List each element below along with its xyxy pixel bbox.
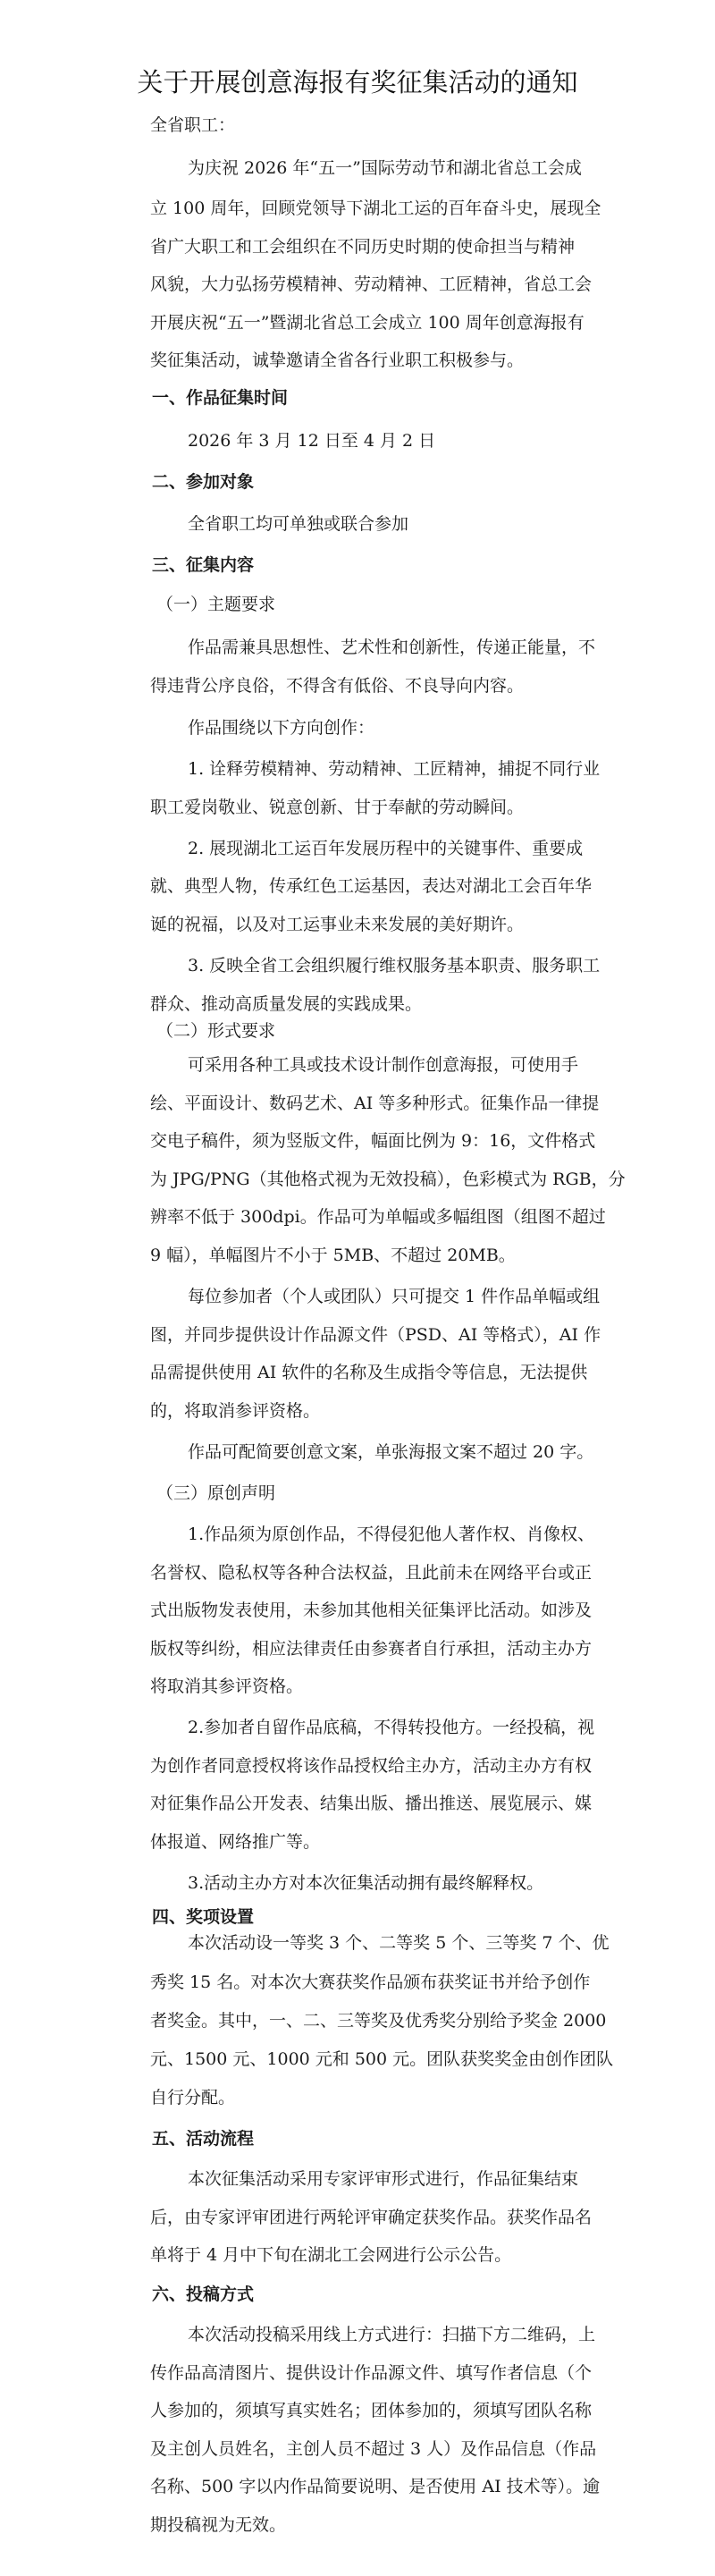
- paragraph-line: 2.参加者自留作品底稿，不得转投他方。一经投稿，视: [188, 1718, 595, 1737]
- paragraph-line: 名誉权、隐私权等各种合法权益，且此前未在网络平台或正: [150, 1563, 593, 1583]
- paragraph-line: 版权等纠纷，相应法律责任由参赛者自行承担，活动主办方: [150, 1639, 593, 1659]
- paragraph-line: 秀奖 15 名。对本次大赛获奖作品颁布获奖证书并给予创作: [150, 1972, 591, 1992]
- paragraph-line: 传作品高清图片、提供设计作品源文件、填写作者信息（个: [150, 2363, 593, 2383]
- paragraph-line: 辨率不低于 300dpi。作品可为单幅或多幅组图（组图不超过: [150, 1207, 606, 1227]
- paragraph-line: 人参加的，须填写真实姓名；团体参加的，须填写团队名称: [150, 2401, 593, 2420]
- paragraph-line: 本次活动投稿采用线上方式进行：扫描下方二维码，上: [188, 2325, 596, 2344]
- paragraph-line: 为 JPG/PNG（其他格式视为无效投稿），色彩模式为 RGB，分: [150, 1170, 626, 1189]
- paragraph-line: 每位参加者（个人或团队）只可提交 1 件作品单幅或组: [188, 1287, 601, 1306]
- paragraph-line: 交电子稿件，须为竖版文件，幅面比例为 9：16，文件格式: [150, 1131, 596, 1151]
- paragraph-line: 作品需兼具思想性、艺术性和创新性，传递正能量，不: [188, 638, 596, 657]
- paragraph-line: 后，由专家评审团进行两轮评审确定获奖作品。获奖作品名: [150, 2208, 593, 2227]
- paragraph-line: 可采用各种工具或技术设计制作创意海报，可使用手: [188, 1055, 579, 1075]
- paragraph-line: 为创作者同意授权将该作品授权给主办方，活动主办方有权: [150, 1756, 593, 1776]
- paragraph-line: 者奖金。其中，一、二、三等奖及优秀奖分别给予奖金 2000: [150, 2011, 607, 2031]
- paragraph-line: 得违背公序良俗，不得含有低俗、不良导向内容。: [150, 676, 525, 696]
- section-heading: 四、奖项设置: [152, 1907, 255, 1927]
- list-item-line: 群众、推动高质量发展的实践成果。: [150, 994, 423, 1014]
- list-item-line: 1. 诠释劳模精神、劳动精神、工匠精神，捕捉不同行业: [188, 759, 601, 779]
- paragraph-line: 品需提供使用 AI 软件的名称及生成指令等信息，无法提供: [150, 1363, 588, 1382]
- section-heading: 二、参加对象: [152, 472, 255, 492]
- intro-line: 省广大职工和工会组织在不同历史时期的使命担当与精神: [150, 237, 576, 257]
- paragraph-line: 期投稿视为无效。: [150, 2515, 287, 2535]
- paragraph-line: 自行分配。: [150, 2088, 236, 2107]
- list-item-line: 3. 反映全省工会组织履行维权服务基本职责、服务职工: [188, 956, 601, 976]
- intro-line: 风貌，大力弘扬劳模精神、劳动精神、工匠精神，省总工会: [150, 274, 593, 294]
- section-heading: 五、活动流程: [152, 2129, 255, 2149]
- paragraph-line: 9 幅），单幅图片不小于 5MB、不超过 20MB。: [150, 1246, 516, 1265]
- intro-line: 开展庆祝“五一”暨湖北省总工会成立 100 周年创意海报有: [150, 313, 585, 333]
- section-heading: 三、征集内容: [152, 555, 255, 575]
- paragraph-line: 及主创人员姓名，主创人员不超过 3 人）及作品信息（作品: [150, 2439, 597, 2459]
- section-text: 2026 年 3 月 12 日至 4 月 2 日: [188, 431, 436, 451]
- paragraph-line: 本次活动设一等奖 3 个、二等奖 5 个、三等奖 7 个、优: [188, 1933, 610, 1953]
- paragraph-line: 式出版物发表使用，未参加其他相关征集评比活动。如涉及: [150, 1600, 593, 1620]
- page-title: 关于开展创意海报有奖征集活动的通知: [137, 67, 578, 97]
- paragraph-line: 体报道、网络推广等。: [150, 1832, 321, 1852]
- list-item-line: 2. 展现湖北工运百年发展历程中的关键事件、重要成: [188, 839, 584, 858]
- intro-line: 立 100 周年，回顾党领导下湖北工运的百年奋斗史，展现全: [150, 198, 601, 218]
- paragraph-line: 将取消其参评资格。: [150, 1677, 304, 1696]
- section-text: 全省职工均可单独或联合参加: [188, 514, 409, 534]
- list-item-line: 就、典型人物，传承红色工运基因，表达对湖北工会百年华: [150, 876, 593, 896]
- paragraph-line: 对征集作品公开发表、结集出版、播出推送、展览展示、媒: [150, 1794, 593, 1813]
- section-heading: 六、投稿方式: [152, 2285, 255, 2304]
- intro-line: 奖征集活动，诚挚邀请全省各行业职工积极参与。: [150, 351, 525, 370]
- paragraph-line: 3.活动主办方对本次征集活动拥有最终解释权。: [188, 1873, 544, 1893]
- salutation: 全省职工：: [150, 115, 236, 135]
- subsection-heading: （三）原创声明: [156, 1483, 276, 1503]
- paragraph-line: 元、1500 元、1000 元和 500 元。团队获奖奖金由创作团队: [150, 2049, 614, 2069]
- section-heading: 一、作品征集时间: [152, 388, 289, 408]
- paragraph-line: 1.作品须为原创作品，不得侵犯他人著作权、肖像权、: [188, 1524, 595, 1544]
- paragraph-line: 名称、500 字以内作品简要说明、是否使用 AI 技术等）。逾: [150, 2477, 601, 2496]
- list-item-line: 职工爱岗敬业、锐意创新、甘于奉献的劳动瞬间。: [150, 798, 525, 817]
- subsection-heading: （一）主题要求: [156, 595, 276, 614]
- subsection-heading: （二）形式要求: [156, 1021, 276, 1041]
- paragraph-line: 单将于 4 月中下旬在湖北工会网进行公示公告。: [150, 2245, 512, 2265]
- intro-line: 为庆祝 2026 年“五一”国际劳动节和湖北省总工会成: [188, 158, 582, 178]
- paragraph-line: 图，并同步提供设计作品源文件（PSD、AI 等格式），AI 作: [150, 1325, 601, 1345]
- paragraph-line: 作品围绕以下方向创作：: [188, 718, 375, 738]
- paragraph-line: 作品可配简要创意文案，单张海报文案不超过 20 字。: [188, 1442, 594, 1462]
- paragraph-line: 本次征集活动采用专家评审形式进行，作品征集结束: [188, 2169, 579, 2189]
- list-item-line: 诞的祝福，以及对工运事业未来发展的美好期许。: [150, 915, 525, 934]
- paragraph-line: 绘、平面设计、数码艺术、AI 等多种形式。征集作品一律提: [150, 1094, 600, 1113]
- paragraph-line: 的，将取消参评资格。: [150, 1401, 321, 1421]
